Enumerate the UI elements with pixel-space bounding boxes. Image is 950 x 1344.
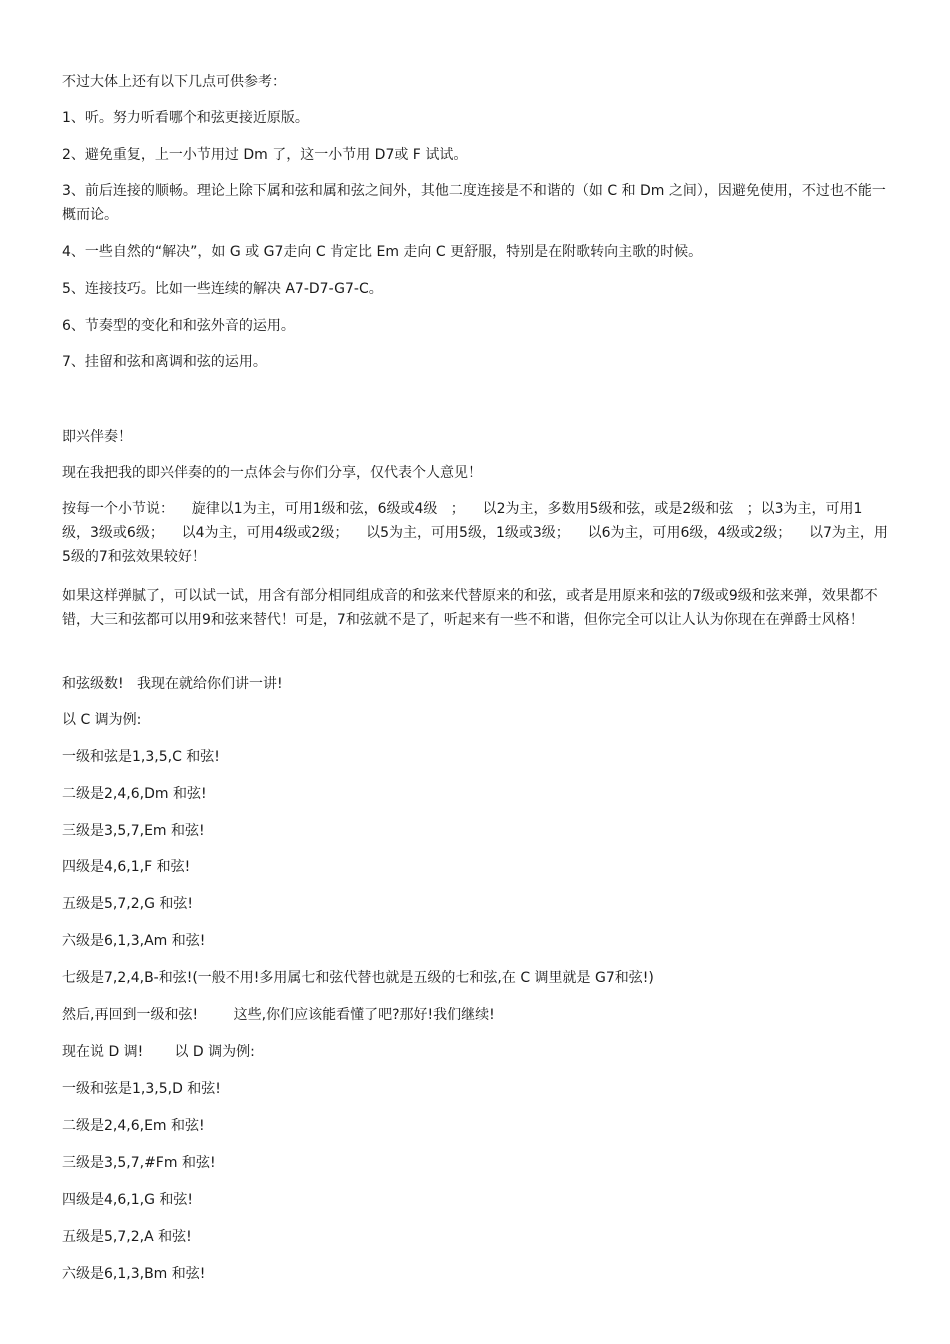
d-degree-6: 六级是6,1,3,Bm 和弦! — [62, 1266, 206, 1282]
d-key-heading: 现在说 D 调! 以 D 调为例: — [62, 1044, 255, 1060]
tip-7-paragraph: 7、挂留和弦和离调和弦的运用。 — [62, 354, 267, 370]
c-degree-5: 五级是5,7,2,G 和弦! — [62, 896, 193, 912]
tip-4-paragraph: 4、一些自然的“解决”，如 G 或 G7走向 C 肯定比 Em 走向 C 更舒服，特别是在附歌转向主歌的时候。 — [62, 244, 703, 260]
d-degree-2: 二级是2,4,6,Em 和弦! — [62, 1118, 205, 1134]
share-paragraph: 现在我把我的即兴伴奏的的一点体会与你们分享，仅代表个人意见！ — [62, 465, 482, 481]
tip-2-paragraph: 2、避免重复，上一小节用过 Dm 了，这一小节用 D7或 F 试试。 — [62, 147, 468, 163]
tip-3-paragraph: 3、前后连接的顺畅。理论上除下属和弦和属和弦之间外，其他二度连接是不和谐的（如 C 和 Dm 之间），因避免使用，不过也不能一概而论。 — [62, 183, 886, 223]
intro-paragraph: 不过大体上还有以下几点可供参考： — [62, 74, 286, 90]
section-heading: 即兴伴奏！ — [62, 429, 132, 445]
c-degree-6: 六级是6,1,3,Am 和弦! — [62, 933, 206, 949]
d-degree-1: 一级和弦是1,3,5,D 和弦! — [62, 1081, 221, 1097]
c-key-example: 以 C 调为例: — [62, 712, 142, 728]
d-degree-4: 四级是4,6,1,G 和弦! — [62, 1192, 193, 1208]
c-degree-2: 二级是2,4,6,Dm 和弦! — [62, 786, 207, 802]
c-degree-3: 三级是3,5,7,Em 和弦! — [62, 823, 205, 839]
substitution-paragraph: 如果这样弹腻了，可以试一试，用含有部分相同组成音的和弦来代替原来的和弦，或者是用原来和弦的7级或9级和弦来弹，效果都不错，大三和弦都可以用9和弦来替代！可是，7和弦就不是了，听起来有一些不和谐，但你完全可以让人认为你现在在弹爵士风格！ — [62, 588, 878, 628]
chord-degree-heading: 和弦级数! 我现在就给你们讲一讲! — [62, 676, 283, 692]
measure-paragraph: 按每一个小节说： 旋律以1为主，可用1级和弦，6级或4级 ； 以2为主，多数用5级和弦，或是2级和弦 ；以3为主，可用1级，3级或6级； 以4为主，可用4级或2级； 以5为主，可用5级，1级或3级； 以6为主，可用6级，4级或2级； 以7为主，用5级的7和弦效果较好！ — [62, 501, 888, 565]
tip-1-paragraph: 1、听。努力听看哪个和弦更接近原版。 — [62, 110, 309, 126]
c-degree-1: 一级和弦是1,3,5,C 和弦! — [62, 749, 220, 765]
d-degree-3: 三级是3,5,7,#Fm 和弦! — [62, 1155, 216, 1171]
c-degree-7: 七级是7,2,4,B-和弦!(一般不用!多用属七和弦代替也就是五级的七和弦,在 C 调里就是 G7和弦!) — [62, 970, 654, 986]
d-degree-5: 五级是5,7,2,A 和弦! — [62, 1229, 192, 1245]
tip-6-paragraph: 6、节奏型的变化和和弦外音的运用。 — [62, 318, 295, 334]
tip-5-paragraph: 5、连接技巧。比如一些连续的解决 A7-D7-G7-C。 — [62, 281, 383, 297]
continue-paragraph: 然后,再回到一级和弦! 这些,你们应该能看懂了吧?那好!我们继续! — [62, 1007, 495, 1023]
c-degree-4: 四级是4,6,1,F 和弦! — [62, 859, 191, 875]
